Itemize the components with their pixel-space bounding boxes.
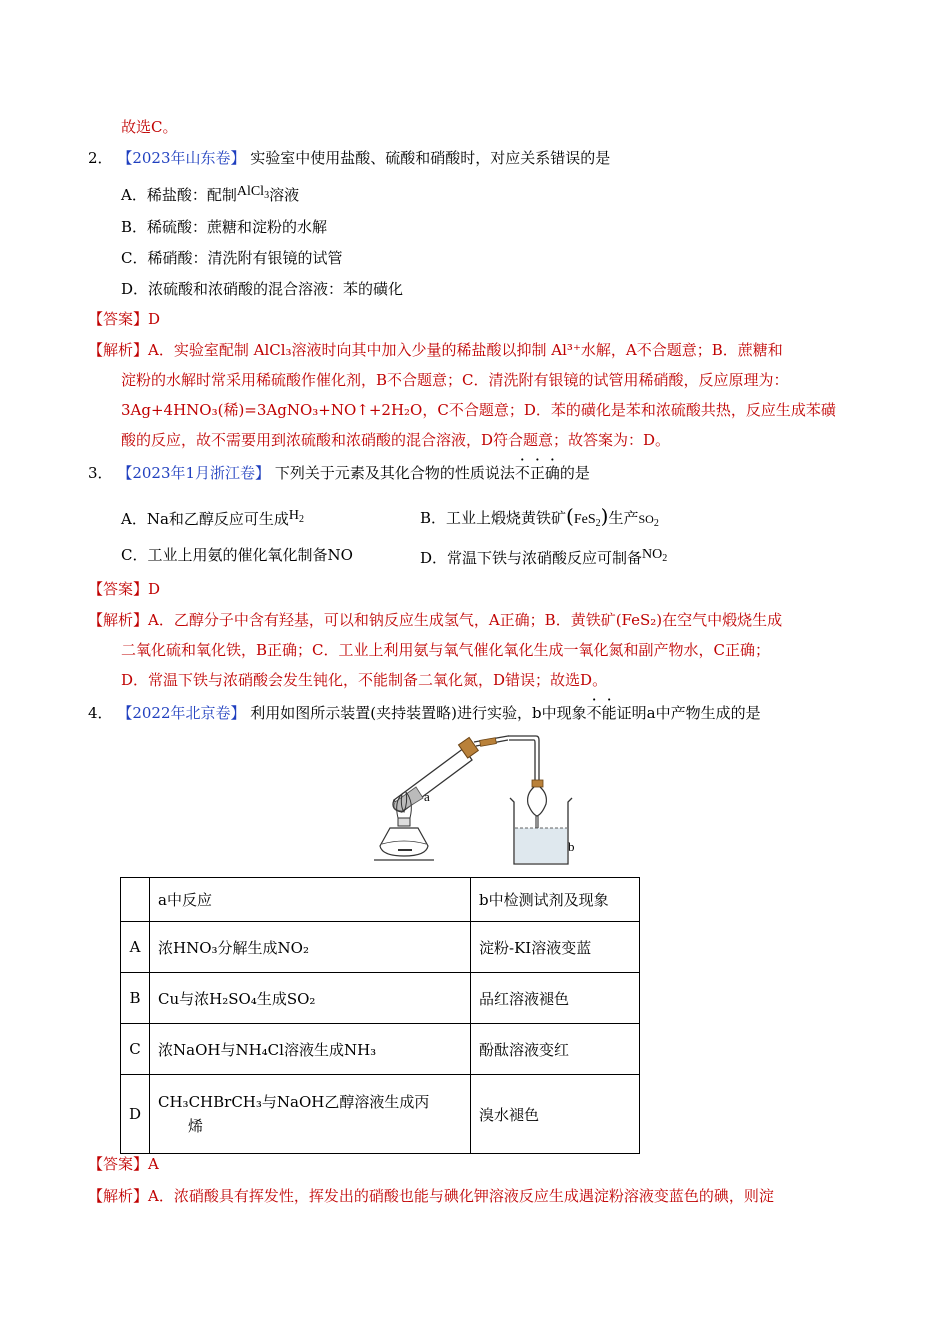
- formula-text: AlCl: [236, 184, 265, 199]
- answer-value: D: [148, 310, 161, 328]
- row-reaction: Cu与浓H₂SO₄生成SO₂: [150, 973, 471, 1024]
- q2-option-a: [121, 182, 299, 206]
- formula-text: FeS: [573, 512, 596, 527]
- q3-option-c: C．工业上用氨的催化氧化制备NO: [121, 546, 353, 564]
- formula: [237, 184, 269, 199]
- test-tube: [393, 748, 472, 812]
- formula-text: H: [288, 508, 300, 523]
- options-table: [120, 877, 640, 1154]
- formula-subscript: 2: [662, 553, 668, 564]
- answer-tag: 【答案】: [88, 580, 149, 598]
- answer-tag: 【答案】: [88, 310, 149, 328]
- emphasis-char: 不: [514, 464, 530, 482]
- previous-conclusion: 故选C。: [121, 118, 178, 136]
- q2-analysis-line-4: 酸的反应，故不需要用到浓硫酸和浓硝酸的混合溶液，D符合题意；故答案为：D。: [121, 431, 671, 449]
- label-a: a: [424, 789, 430, 804]
- q3-option-a: [121, 506, 304, 530]
- row-reaction: 浓HNO₃分解生成NO₂: [150, 922, 471, 973]
- paren-close: ): [600, 504, 609, 528]
- analysis-text: A．浓硝酸具有挥发性，挥发出的硝酸也能与碘化钾溶液反应生成遇淀粉溶液变蓝色的碘，则淀: [148, 1187, 774, 1205]
- q2-answer: [88, 309, 160, 329]
- q3-option-d: [420, 545, 667, 569]
- table-header-cell: a中反应: [150, 878, 471, 922]
- reaction-line: CH₃CHBrCH₃与NaOH乙醇溶液生成丙: [158, 1093, 430, 1111]
- formula-text: SO: [638, 512, 654, 526]
- stopper: [532, 780, 543, 787]
- formula: [574, 512, 601, 527]
- analysis-tag: 【解析】: [88, 1187, 149, 1205]
- emphasis-char: 确: [544, 464, 560, 482]
- q3-analysis-line-2: 二氧化硫和氧化铁，B正确；C．工业上利用氨与氧气催化氧化生成一氧化氮和副产物水，C正确；: [121, 641, 770, 659]
- beaker: [510, 798, 572, 864]
- formula: [289, 508, 304, 523]
- q3-analysis-line-3: D．常温下铁与浓硝酸会发生钝化，不能制备二氧化氮，D错误；故选D。: [121, 671, 608, 689]
- question-text: 下列关于元素及其化合物的性质说法: [274, 464, 515, 482]
- question-number: 2．: [88, 149, 113, 167]
- answer-value: D: [148, 580, 161, 598]
- q3-option-b: [420, 506, 659, 534]
- question-source: 【2023年山东卷】: [117, 149, 246, 167]
- option-text: 溶液: [269, 186, 300, 204]
- q2-option-c: C．稀硝酸：清洗附有银镜的试管: [121, 249, 343, 267]
- table-header-row: [121, 878, 640, 922]
- q3-answer: [88, 579, 160, 599]
- stopper: [458, 737, 478, 758]
- formula: [638, 512, 659, 529]
- q4-analysis-line-1: [88, 1186, 774, 1206]
- formula-subscript: 2: [595, 518, 601, 529]
- analysis-text: A．乙醇分子中含有羟基，可以和钠反应生成氢气，A正确；B．黄铁矿(FeS₂)在空气中煅烧生成: [148, 611, 783, 629]
- analysis-tag: 【解析】: [88, 611, 149, 629]
- analysis-text: A．实验室配制 AlCl₃溶液时向其中加入少量的稀盐酸以抑制 Al³⁺水解，A不合题意；B．蔗糖和: [148, 341, 783, 359]
- q2-analysis-line-2: 淀粉的水解时常采用稀硫酸作催化剂，B不合题意；C．清洗附有银镜的试管用稀硝酸，反应原理为：: [121, 371, 789, 389]
- formula-subscript: 3: [264, 190, 270, 201]
- question-number: 4．: [88, 704, 113, 722]
- question-3-stem: [88, 463, 590, 483]
- q3-analysis-line-1: [88, 610, 782, 630]
- table-row: [121, 1024, 640, 1075]
- formula: [642, 547, 667, 562]
- question-source: 【2023年1月浙江卷】: [117, 464, 271, 482]
- emphasis-char: 正: [529, 464, 545, 482]
- row-key: D: [121, 1075, 150, 1154]
- formula-text: NO: [642, 547, 663, 562]
- formula-subscript: 2: [299, 514, 305, 525]
- option-text: 生产: [608, 509, 639, 527]
- analysis-tag: 【解析】: [88, 341, 149, 359]
- q2-analysis-line-3: 3Ag+4HNO₃(稀)=3AgNO₃+NO↑+2H₂O，C不合题意；D．苯的磺化是苯和浓硫酸共热，反应生成苯磺: [121, 401, 836, 419]
- question-text: 利用如图所示装置(夹持装置略)进行实验，b中现象: [250, 704, 587, 722]
- emphasis-char: 不: [586, 704, 602, 722]
- option-text: A．稀盐酸：配制: [121, 186, 237, 204]
- question-text: 实验室中使用盐酸、硫酸和硝酸时，对应关系错误的是: [250, 149, 611, 167]
- row-detection: 酚酞溶液变红: [471, 1024, 640, 1075]
- row-reaction: [150, 1075, 471, 1154]
- row-detection: 淀粉-KI溶液变蓝: [471, 922, 640, 973]
- funnel: [528, 787, 547, 816]
- question-2-stem: [88, 148, 610, 168]
- row-key: C: [121, 1024, 150, 1075]
- formula-subscript: 2: [653, 518, 659, 529]
- option-text: D．常温下铁与浓硝酸反应可制备: [420, 549, 643, 567]
- table-row: [121, 922, 640, 973]
- emphasis-char: 能: [601, 704, 617, 722]
- question-4-stem: [88, 703, 761, 723]
- row-key: B: [121, 973, 150, 1024]
- question-number: 3．: [88, 464, 113, 482]
- label-b: b: [568, 839, 575, 854]
- reaction-line: 烯: [188, 1117, 204, 1135]
- row-detection: 品红溶液褪色: [471, 973, 640, 1024]
- rubber-connector: [480, 738, 497, 747]
- row-reaction: 浓NaOH与NH₄Cl溶液生成NH₃: [150, 1024, 471, 1075]
- table-row: [121, 1075, 640, 1154]
- option-text: A．Na和乙醇反应可生成: [121, 510, 289, 528]
- question-text: 证明a中产物生成的是: [616, 704, 761, 722]
- paren-open: (: [566, 504, 574, 528]
- table-row: [121, 973, 640, 1024]
- table-header-cell: b中检测试剂及现象: [471, 878, 640, 922]
- apparatus-diagram: [368, 732, 588, 868]
- q2-option-b: B．稀硫酸：蔗糖和淀粉的水解: [121, 218, 328, 236]
- answer-tag: 【答案】: [88, 1155, 149, 1173]
- answer-value: A: [148, 1155, 159, 1173]
- option-text: B．工业上煅烧黄铁矿: [420, 509, 567, 527]
- q4-answer: [88, 1154, 159, 1174]
- question-source: 【2022年北京卷】: [117, 704, 246, 722]
- row-detection: 溴水褪色: [471, 1075, 640, 1154]
- table-header-cell: [121, 878, 150, 922]
- q2-analysis-line-1: [88, 340, 783, 360]
- row-key: A: [121, 922, 150, 973]
- q2-option-d: D．浓硫酸和浓硝酸的混合溶液：苯的磺化: [121, 280, 404, 298]
- question-text: 的是: [559, 464, 590, 482]
